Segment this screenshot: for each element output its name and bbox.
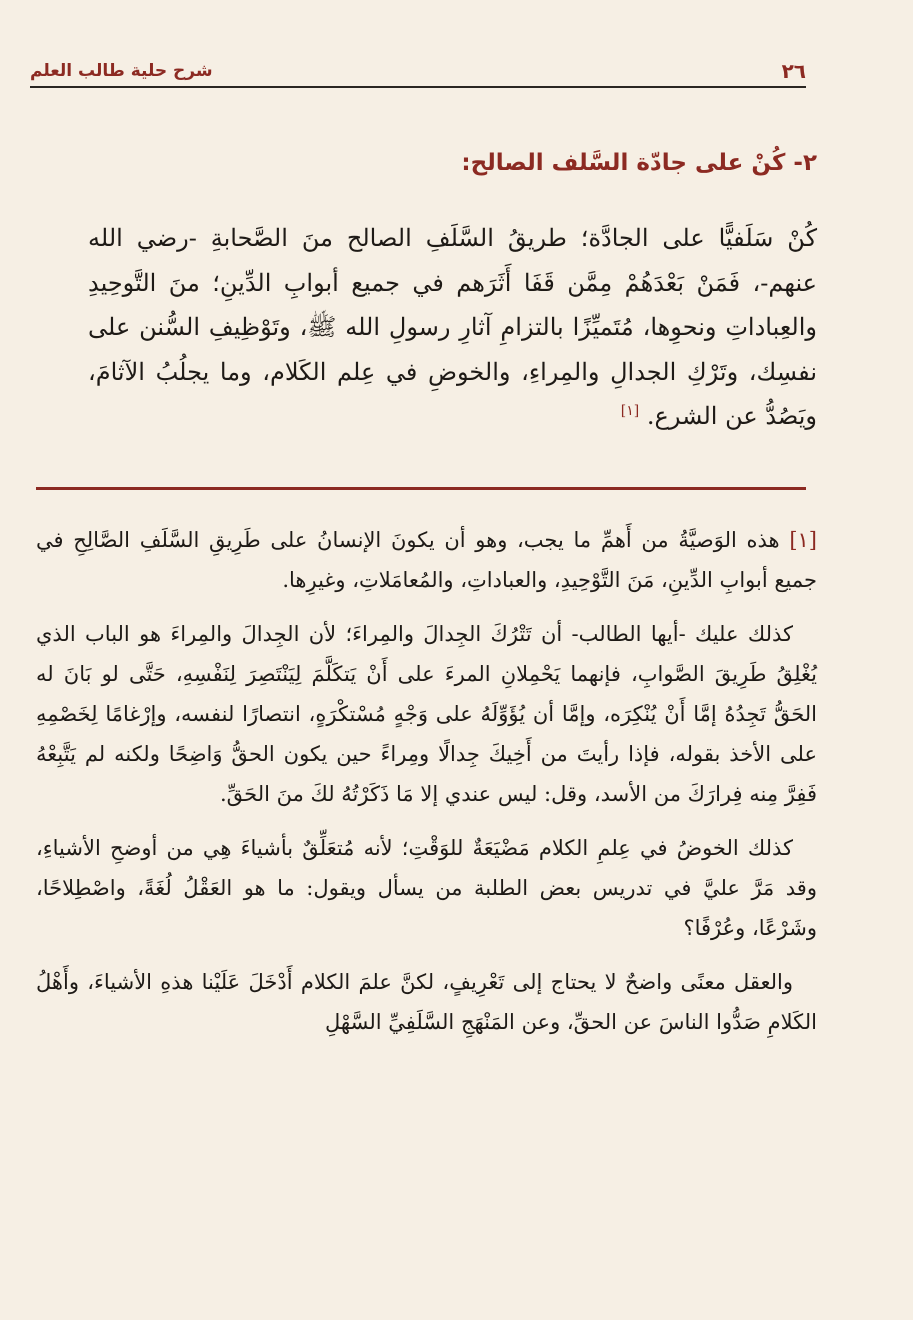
commentary-paragraph-1-text: هذه الوَصيَّةُ من أَهمِّ ما يجب، وهو أن يكونَ الإنسانُ على طَرِيقِ السَّلَفِ الصَّالِحِ في جميع أبوابِ الدِّينِ، مَنَ التَّوْحِيدِ، والعباداتِ، والمُعامَلاتِ، وغيرِها. xyxy=(36,528,817,592)
main-paragraph: كُنْ سَلَفيًّا على الجادَّة؛ طريقُ السَّلَفِ الصالح منَ الصَّحابةِ -رضي الله عنهم-، فَمَنْ بَعْدَهُمْ مِمَّن قَفَا أَثَرَهم في جميع أبوابِ الدِّينِ؛ منَ التَّوحِيدِ والعِباداتِ ونحوِها، مُتَميِّزًا بالتزامِ آثارِ رسولِ الله ﷺ، وتَوْظِيفِ السُّنن على نفسِك، وتَرْكِ الجدالِ والمِراءِ، والخوضِ في عِلم الكَلام، وما يجلُبُ الآثامَ، ويَصُدُّ عن الشرع. xyxy=(88,224,817,430)
footnote-reference[interactable]: [١] xyxy=(620,403,640,419)
page-number: ٢٦ xyxy=(781,59,806,83)
commentary-paragraph-2: كذلك عليك -أيها الطالب- أن تَتْرُكَ الجِدالَ والمِراءَ؛ لأن الجِدالَ والمِراءَ هو الباب الذي يُغْلِقُ طَرِيقَ الصَّوابِ، فإنهما يَحْمِلانِ المرءَ على أَنْ يَتكَلَّمَ لِيَنْتَصِرَ لِنَفْسِهِ، حَتَّى لو بَانَ له الحَقُّ تَجِدُهُ إمَّا أَنْ يُنْكِرَه، وإمَّا أن يُؤَوِّلَهُ على وَجْهٍ مُسْتكْرَهٍ، انتصارًا لنفسه، وإرْغامًا لِخَصْمِهِ على الأخذ بقوله، فإذا رأيتَ من أَخِيكَ جِدالًا ومِراءً حين يكون الحقُّ وَاضِحًا ولكنه لم يَتَّبِعْهُ فَفِرَّ مِنه فِرارَكَ من الأسد، وقل: ليس عندي إلا مَا ذَكَرْتُهُ لكَ منَ الحَقِّ. xyxy=(36,622,817,806)
section-heading: ٢- كُنْ على جادّة السَّلف الصالح: xyxy=(461,150,817,176)
running-header xyxy=(30,52,806,88)
commentary-paragraph-1 xyxy=(36,520,817,600)
footnote-divider xyxy=(36,487,806,490)
commentary-paragraph-3: كذلك الخوضُ في عِلمِ الكلام مَضْيَعَةٌ للوَقْتِ؛ لأنه مُتعَلِّقٌ بأشياءَ هِي من أوضحِ الأشياءِ، وقد مَرَّ عليَّ في تدريس بعض الطلبة من يسأل ويقول: ما هو العَقْلُ لُغَةً، واصْطِلاحًا، وشَرْعًا، وعُرْفًا؟ xyxy=(36,836,817,940)
commentary xyxy=(36,520,817,1056)
running-title: شرح حلية طالب العلم xyxy=(30,61,213,81)
main-text xyxy=(88,216,817,439)
commentary-paragraph-4: والعقل معنًى واضحٌ لا يحتاج إلى تَعْرِيفٍ، لكنَّ علمَ الكلام أَدْخَلَ عَلَيْنا هذهِ الأشياءَ، وأَهْلُ الكَلامِ صَدُّوا الناسَ عن الحقِّ، وعن المَنْهَجِ السَّلَفِيِّ السَّهْلِ xyxy=(36,970,817,1034)
footnote-marker: [١] xyxy=(789,528,817,552)
